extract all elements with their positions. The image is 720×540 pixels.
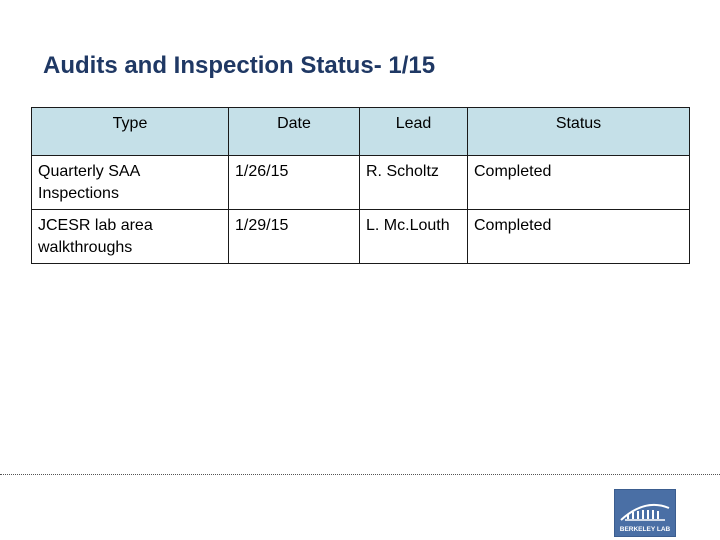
cell-lead: R. Scholtz [360, 156, 468, 210]
cell-status: Completed [468, 210, 690, 264]
cell-date: 1/26/15 [229, 156, 360, 210]
berkeley-lab-logo-icon [614, 489, 676, 537]
cell-status: Completed [468, 156, 690, 210]
header-lead: Lead [360, 108, 468, 156]
header-type: Type [32, 108, 229, 156]
cell-lead: L. Mc.Louth [360, 210, 468, 264]
slide-title: Audits and Inspection Status- 1/15 [43, 52, 436, 79]
header-date: Date [229, 108, 360, 156]
footer-divider [0, 474, 720, 475]
cell-type: JCESR lab area walkthroughs [32, 210, 229, 264]
cell-type: Quarterly SAA Inspections [32, 156, 229, 210]
audit-status-table [31, 107, 690, 264]
table-header-row [32, 108, 690, 156]
table-row [32, 210, 690, 264]
logo-text: BERKELEY LAB [619, 526, 671, 533]
cell-date: 1/29/15 [229, 210, 360, 264]
header-status: Status [468, 108, 690, 156]
table-row [32, 156, 690, 210]
